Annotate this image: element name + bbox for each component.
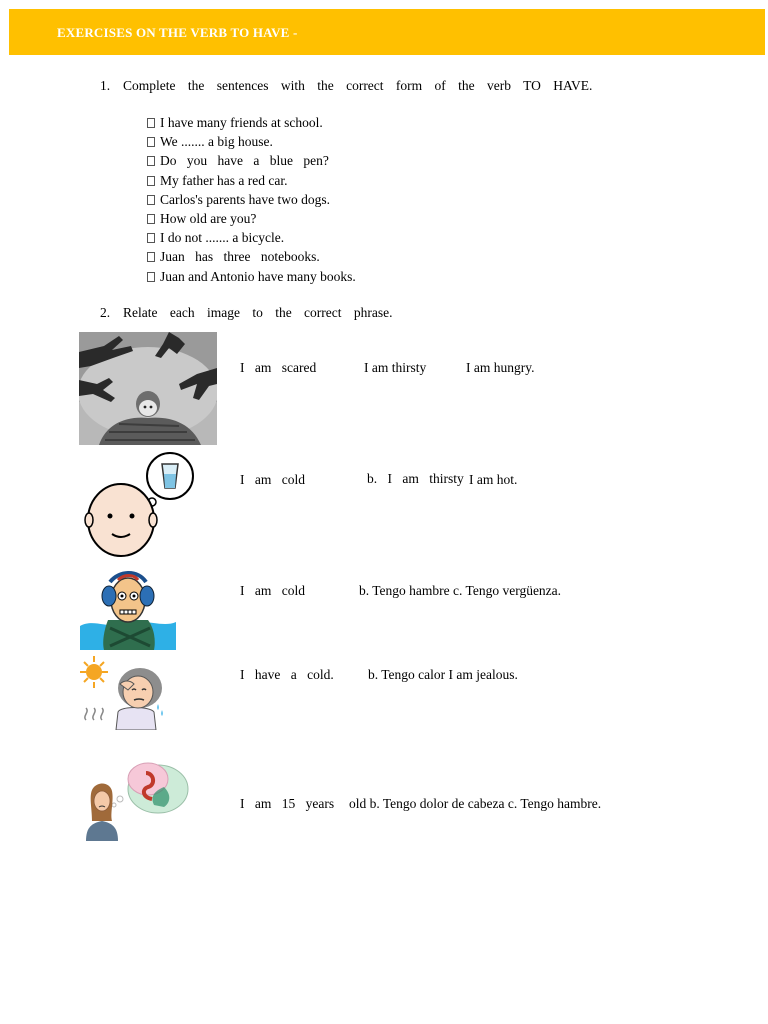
- checkbox-icon: [147, 252, 155, 262]
- phrase-row2-a: I am cold: [240, 472, 305, 487]
- phrase-row3-a: I am cold: [240, 583, 305, 598]
- list-item: Juan and Antonio have many books.: [147, 267, 356, 286]
- question-2-title: [100, 305, 393, 321]
- question-1-text: Complete the sentences with the correct form of the verb TO HAVE.: [123, 78, 593, 93]
- question-2-text: Relate each image to the correct phrase.: [123, 305, 393, 320]
- list-item: We ....... a big house.: [147, 132, 356, 151]
- sentence-list: [147, 113, 356, 286]
- checkbox-icon: [147, 272, 155, 282]
- document-title: EXERCISES ON THE VERB TO HAVE -: [57, 25, 298, 40]
- cold-man-image: [80, 570, 176, 650]
- checkbox-icon: [147, 156, 155, 166]
- question-1-number: 1.: [100, 78, 111, 93]
- checkbox-icon: [147, 233, 155, 243]
- phrase-row4-b: b. Tengo calor I am jealous.: [368, 667, 518, 682]
- thirsty-head-image: [84, 452, 196, 558]
- checkbox-icon: [147, 176, 155, 186]
- checkbox-icon: [147, 195, 155, 205]
- list-item: I do not ....... a bicycle.: [147, 228, 356, 247]
- phrase-row1-c: I am hungry.: [466, 360, 535, 375]
- phrase-row3-b: b. Tengo hambre c. Tengo vergüenza.: [359, 583, 562, 598]
- checkbox-icon: [147, 137, 155, 147]
- stomach-ache-image: [80, 757, 192, 841]
- list-item: How old are you?: [147, 209, 356, 228]
- header-bar: [9, 9, 765, 55]
- question-1-title: [100, 78, 592, 94]
- question-2-number: 2.: [100, 305, 111, 320]
- hot-woman-image: [80, 654, 168, 730]
- list-item: I have many friends at school.: [147, 113, 356, 132]
- list-item: Carlos's parents have two dogs.: [147, 190, 356, 209]
- list-item: Juan has three notebooks.: [147, 247, 356, 266]
- phrase-row2-c: I am hot.: [469, 472, 518, 487]
- phrase-row4-a: I have a cold.: [240, 667, 334, 682]
- phrase-row1-a: I am scared: [240, 360, 317, 375]
- list-item: My father has a red car.: [147, 171, 356, 190]
- checkbox-icon: [147, 118, 155, 128]
- scared-child-image: [79, 332, 217, 445]
- phrase-row2-b: b. I am thirsty: [367, 471, 464, 486]
- phrase-row5-a: I am 15 years: [240, 796, 335, 811]
- list-item: Do you have a blue pen?: [147, 151, 356, 170]
- phrase-row1-b: I am thirsty: [364, 360, 427, 375]
- checkbox-icon: [147, 214, 155, 224]
- phrase-row5-b: old b. Tengo dolor de cabeza c. Tengo hambre.: [349, 796, 602, 811]
